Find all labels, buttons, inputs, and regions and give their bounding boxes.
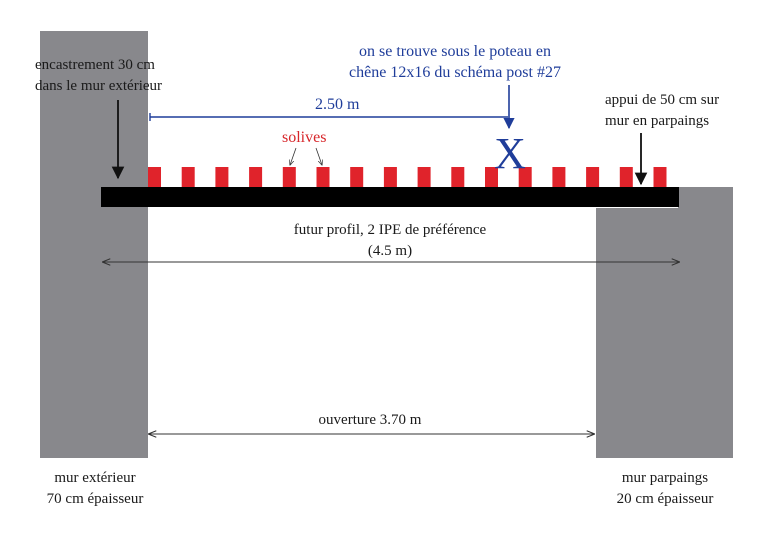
joist xyxy=(148,167,161,187)
block-wall xyxy=(596,208,733,458)
joist xyxy=(182,167,195,187)
joist xyxy=(215,167,228,187)
joist xyxy=(654,167,667,187)
poteau-marker: X xyxy=(494,129,526,178)
solives-pointer-left xyxy=(290,148,296,165)
mur-exterieur-label: mur extérieur 70 cm épaisseur xyxy=(46,470,144,507)
joist xyxy=(350,167,363,187)
joists xyxy=(148,167,667,187)
encastrement-label: encastrement 30 cm dans le mur extérieur xyxy=(35,57,163,94)
joist xyxy=(317,167,330,187)
joist xyxy=(552,167,565,187)
appui-label: appui de 50 cm sur mur en parpaings xyxy=(605,92,720,129)
profil-label: futur profil, 2 IPE de préférence (4.5 m) xyxy=(293,222,487,259)
block-wall-top xyxy=(678,187,733,208)
joist xyxy=(283,167,296,187)
distance-poteau-label: 2.50 m xyxy=(315,96,360,113)
ouverture-label: ouverture 3.70 m xyxy=(318,412,422,428)
mur-parpaings-label: mur parpaings 20 cm épaisseur xyxy=(616,470,714,507)
joist xyxy=(418,167,431,187)
joist xyxy=(586,167,599,187)
poteau-label: on se trouve sous le poteau en chêne 12x16 du schéma post #27 xyxy=(349,43,561,81)
joist xyxy=(451,167,464,187)
joist xyxy=(249,167,262,187)
joist xyxy=(620,167,633,187)
solives-label: solives xyxy=(282,129,327,146)
joist xyxy=(384,167,397,187)
beam xyxy=(101,187,679,207)
solives-pointer-right xyxy=(316,148,322,165)
